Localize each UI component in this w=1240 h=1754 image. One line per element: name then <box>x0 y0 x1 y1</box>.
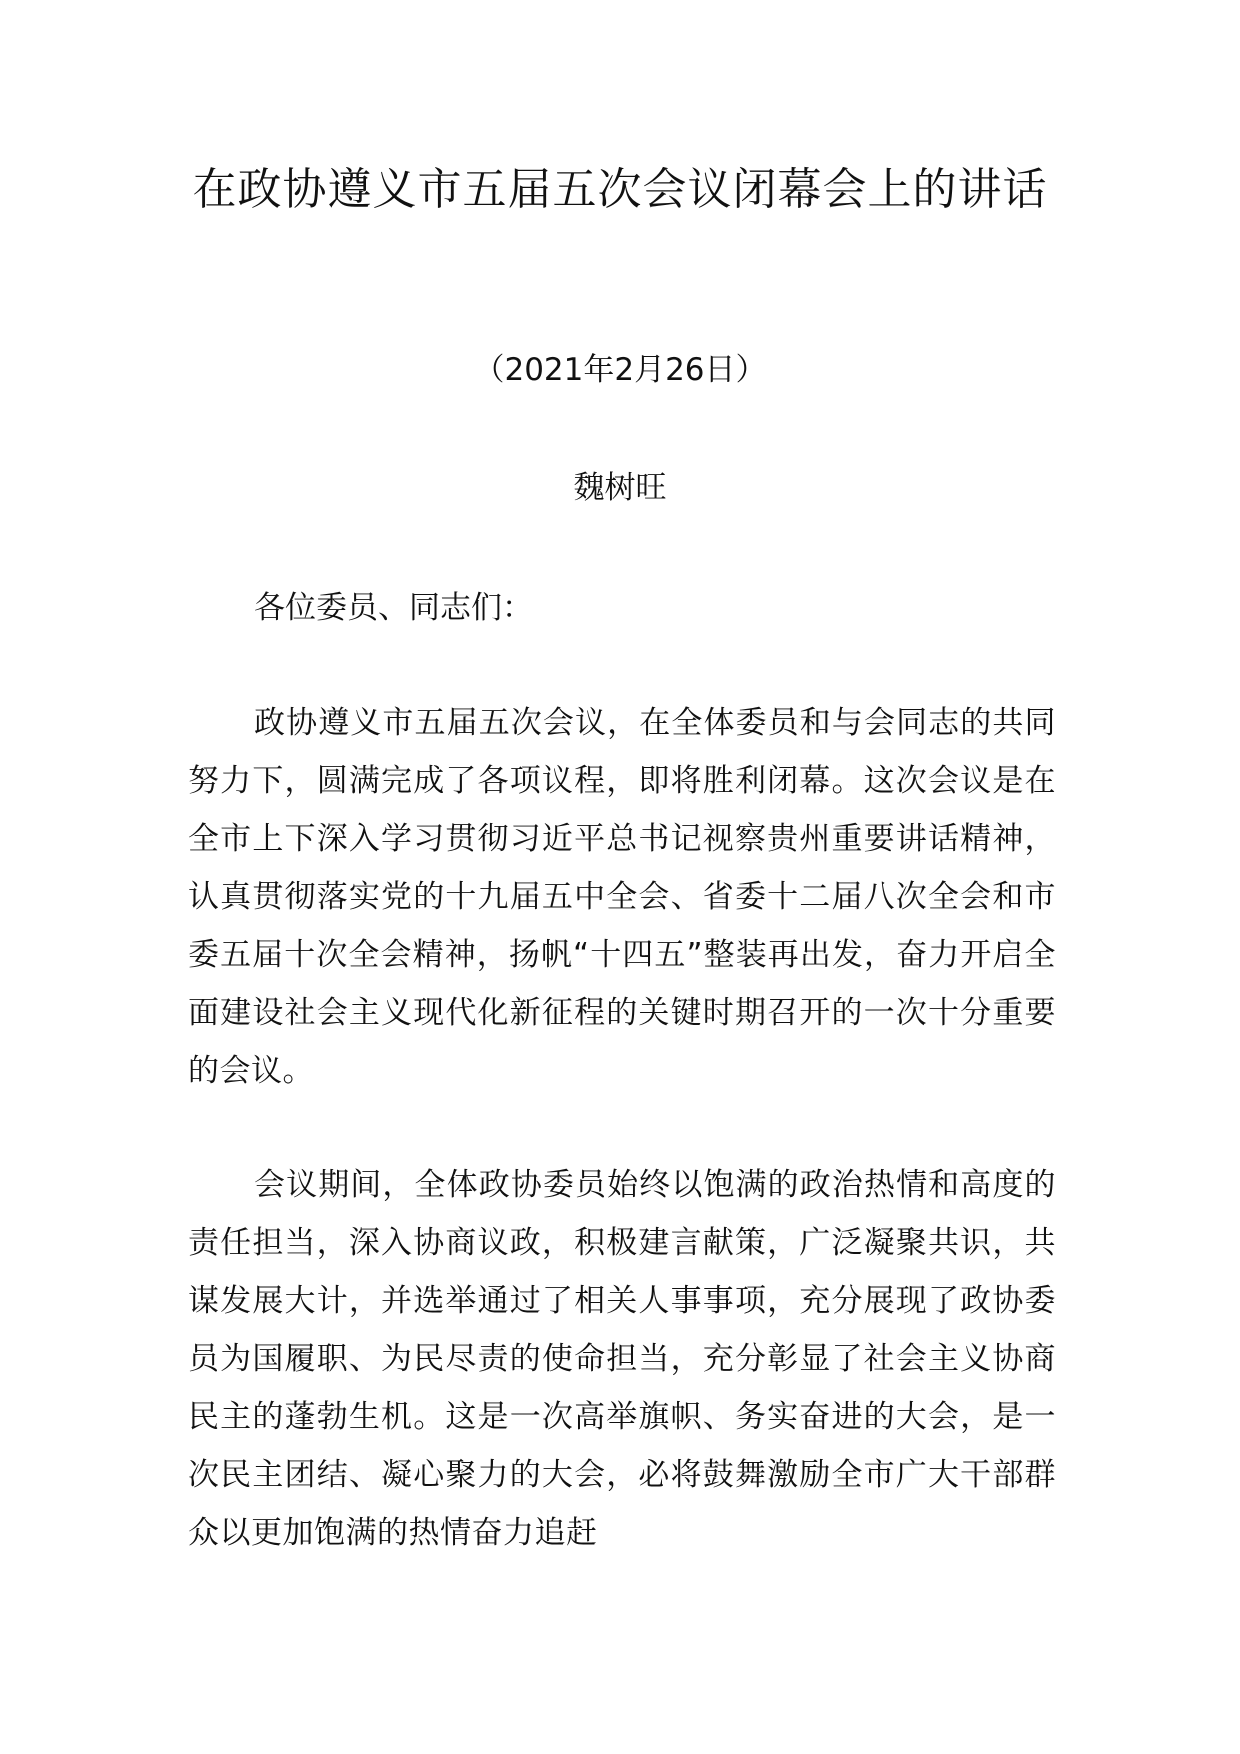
document-title: 在政协遵义市五届五次会议闭幕会上的讲话 <box>192 164 1048 215</box>
speech-date: （2021年2月26日） <box>473 352 767 388</box>
body-paragraph: 政协遵义市五届五次会议，在全体委员和与会同志的共同努力下，圆满完成了各项议程，即将胜利闭幕。这次会议是在全市上下深入学习贯彻习近平总书记视察贵州重要讲话精神，认真贯彻落实党的十九届五中全会、省委十二届八次全会和市委五届十次全会精神，扬帆“十四五”整装再出发，奋力开启全面建设社会主义现代化新征程的关键时期召开的一次十分重要的会议。 <box>188 705 1056 1089</box>
body-paragraph: 会议期间，全体政协委员始终以饱满的政治热情和高度的责任担当，深入协商议政，积极建言献策，广泛凝聚共识，共谋发展大计，并选举通过了相关人事事项，充分展现了政协委员为国履职、为民尽责的使命担当，充分彰显了社会主义协商民主的蓬勃生机。这是一次高举旗帜、务实奋进的大会，是一次民主团结、凝心聚力的大会，必将鼓舞激励全市广大干部群众以更加饱满的热情奋力追赶 <box>188 1167 1056 1551</box>
speaker-name: 魏树旺 <box>573 470 667 506</box>
salutation: 各位委员、同志们： <box>254 590 533 626</box>
